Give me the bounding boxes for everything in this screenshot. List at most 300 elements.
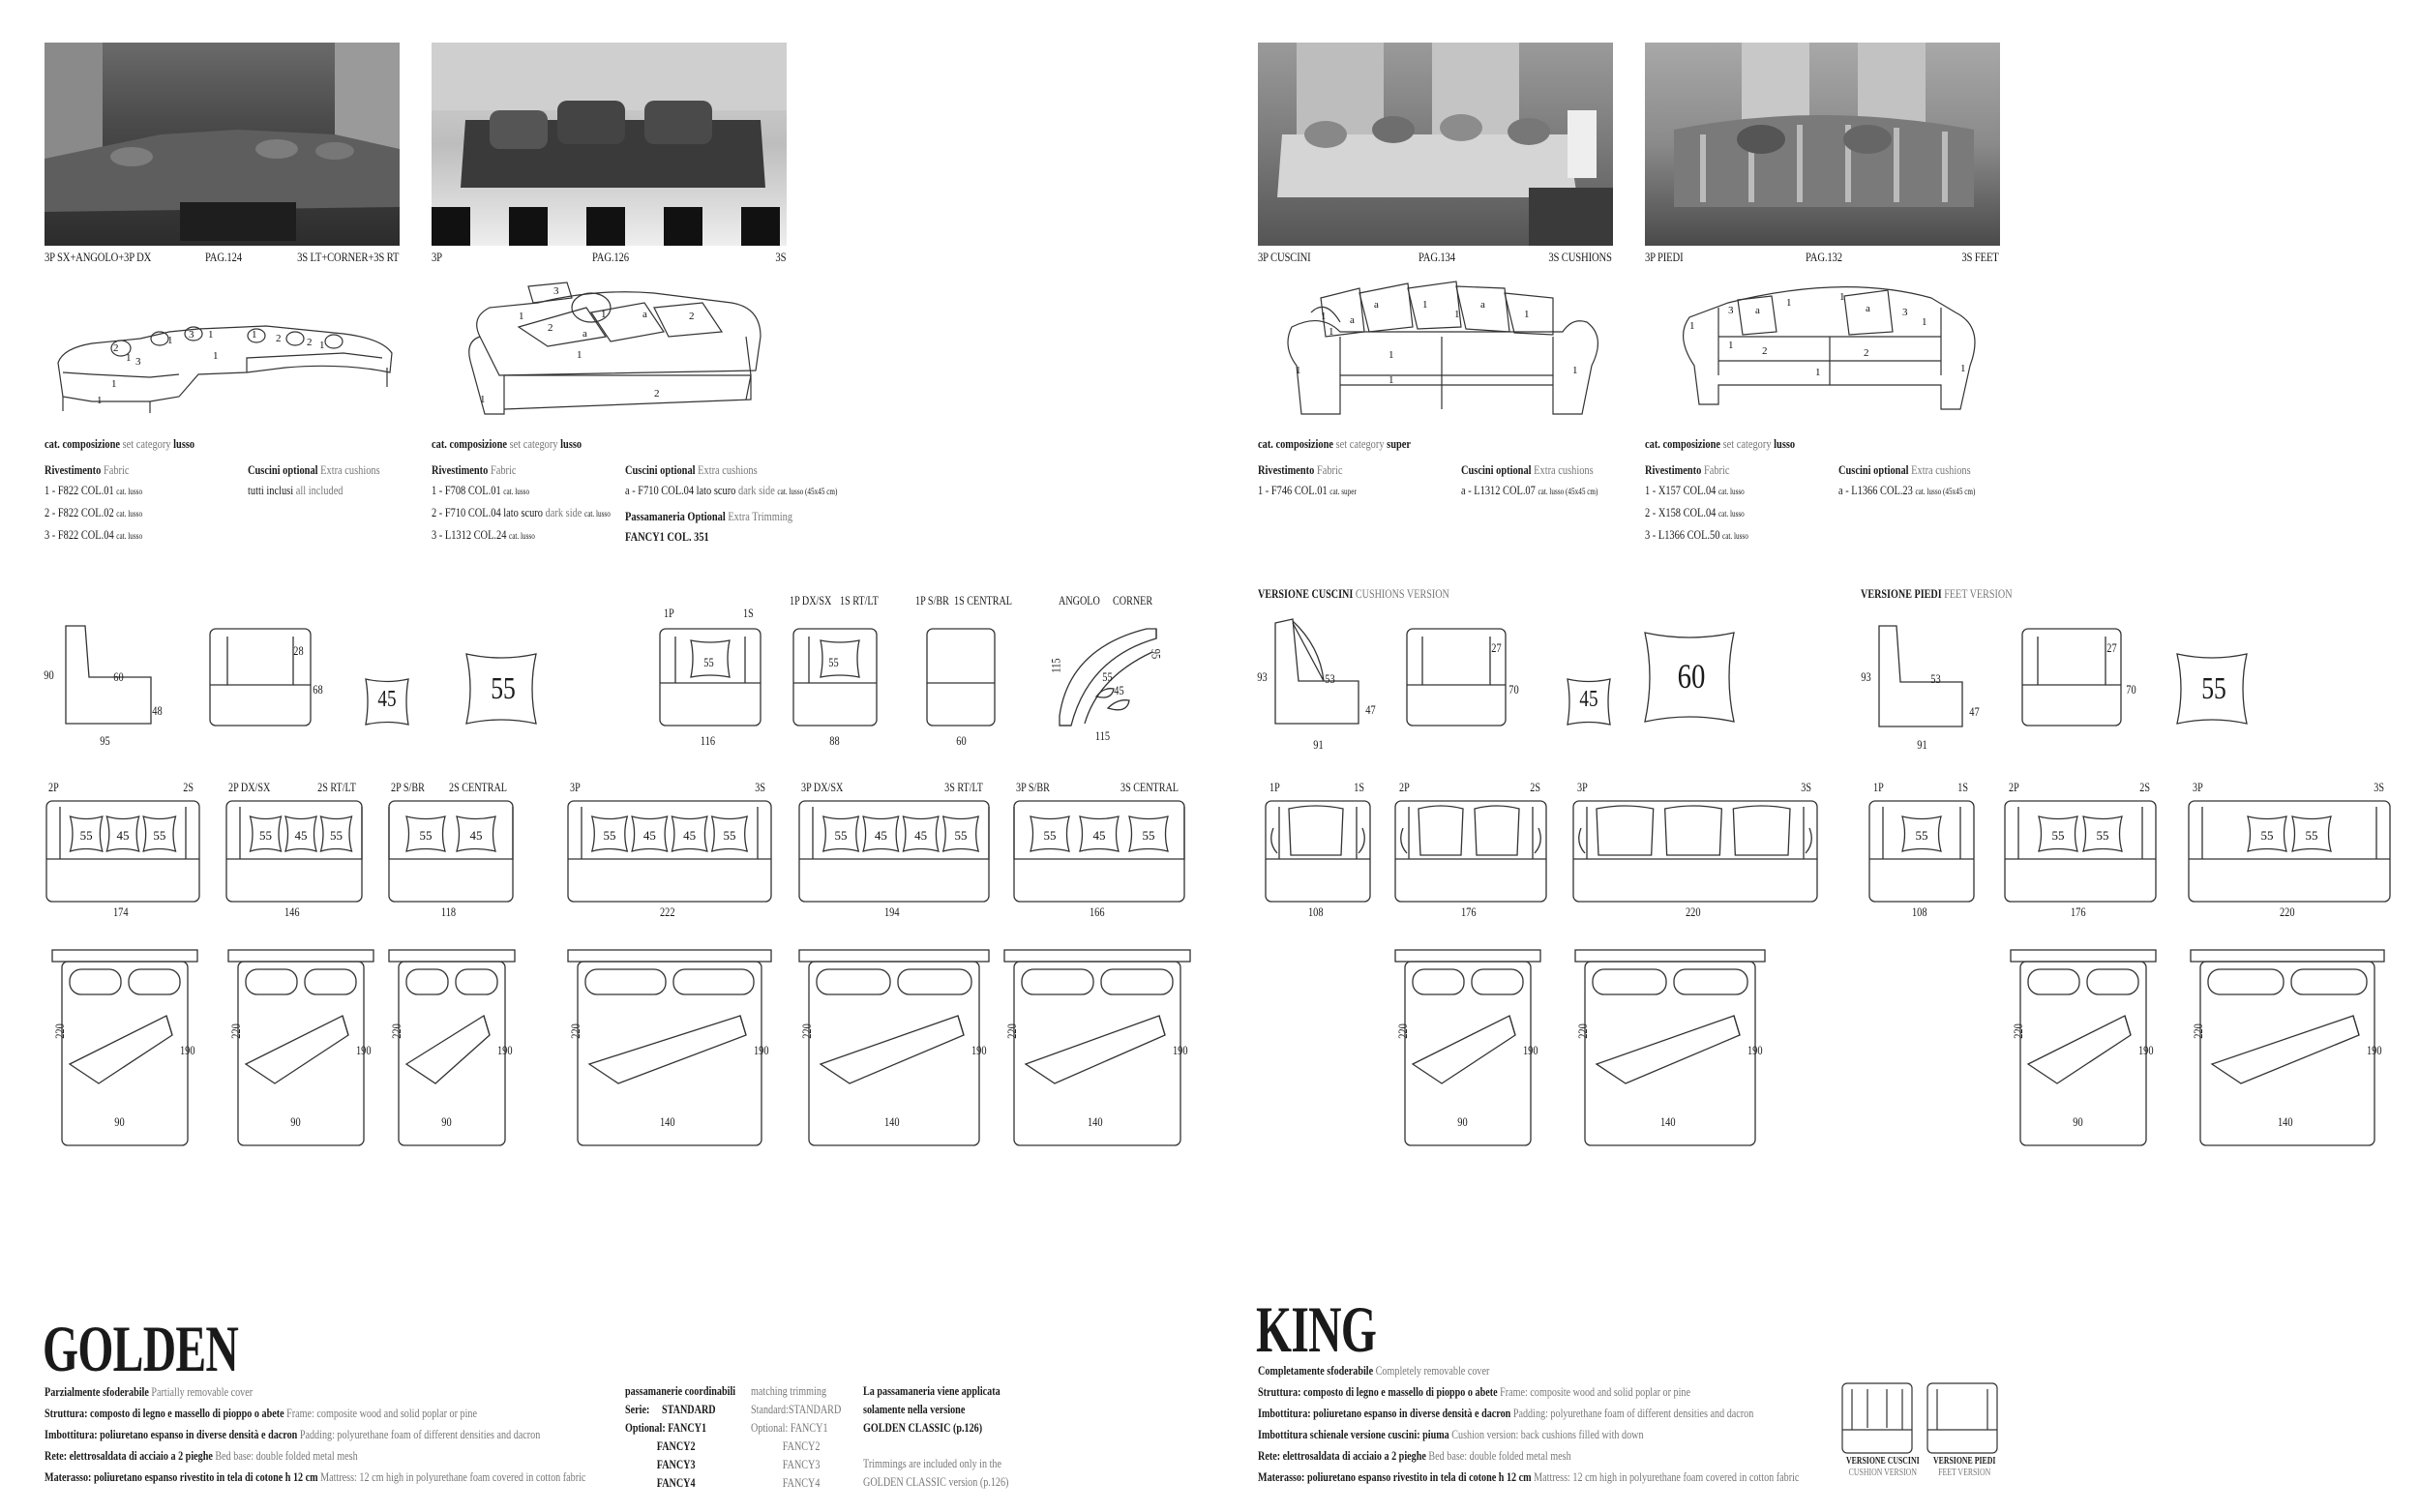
king-thumb-cushion-version — [1840, 1381, 1914, 1455]
king-feet-sofa-2-left-label: 2P — [2009, 780, 2019, 794]
golden-trim-title-en: matching trimming — [751, 1383, 827, 1398]
king-thumb2-en: FEET VERSION — [1938, 1468, 1991, 1478]
caption-king-photo2-page: PAG.132 — [1806, 250, 1842, 264]
svg-text:1: 1 — [1960, 363, 1966, 374]
golden-sofa-2 — [224, 799, 364, 905]
caption-golden-photo1-right: 3S LT+CORNER+3S RT — [296, 250, 399, 264]
golden-sofa-4-cushion-4-size: 55 — [723, 828, 736, 843]
king-footer-line4-it: Imbottitura schienale versione cuscini: piuma — [1258, 1427, 1449, 1441]
king-comp2-category-val: lusso — [1774, 436, 1796, 451]
golden-bed-2-mattress: 190 — [355, 1043, 372, 1057]
golden-module1-left-label: 1P — [664, 606, 674, 620]
golden-sofa-4-right-label: 3S — [755, 780, 765, 794]
golden-sofa-5-cushion-4-size: 55 — [954, 828, 968, 843]
king-cushions-arm: 47 — [1365, 702, 1376, 717]
caption-golden-photo1-page: PAG.124 — [205, 250, 242, 264]
king-feet-version-title-en: FEET VERSION — [1944, 586, 2013, 601]
svg-text:a: a — [582, 328, 587, 340]
caption-golden-photo1-left: 3P SX+ANGOLO+3P DX — [45, 250, 152, 264]
king-comp2-fabric-1: 1 - X157 COL.04 — [1645, 483, 1717, 497]
caption-king-photo2-left: 3P PIEDI — [1645, 250, 1684, 264]
king-thumb1-it: VERSIONE CUSCINI — [1846, 1456, 1920, 1467]
golden-comp2-extras — [625, 460, 837, 547]
golden-corner-side-c: 95 — [1149, 648, 1164, 660]
king-cushions-sofa-3-right-label: 3S — [1801, 780, 1811, 794]
golden-sofa-6-width: 166 — [1089, 904, 1105, 919]
svg-text:3: 3 — [553, 285, 559, 297]
king-thumb-cushion-caption — [1846, 1456, 1920, 1479]
caption-king-photo1-page: PAG.134 — [1419, 250, 1455, 264]
golden-comp2-cushion-cat: cat. lusso (45x45 cm) — [777, 487, 838, 496]
golden-comp2-cushion-en: Extra cushions — [698, 462, 758, 477]
king-bed-2-mattress: 190 — [1747, 1043, 1763, 1057]
golden-footer-line4-it: Rete: elettrosaldata di acciaio a 2 pieghe — [45, 1448, 213, 1463]
king-comp2-category: cat. composizione — [1645, 436, 1720, 451]
king-feet-front-height: 70 — [2126, 682, 2136, 697]
king-bed-1-length: 220 — [1394, 1023, 1410, 1039]
svg-text:1: 1 — [1524, 309, 1530, 320]
king-bed-1-width: 90 — [1457, 1114, 1468, 1129]
svg-text:a: a — [1374, 299, 1379, 311]
svg-text:1: 1 — [480, 394, 486, 405]
golden-comp1-fabric-2-cat: cat. lusso — [116, 509, 143, 519]
king-footer-line5-en: Bed base: double folded metal mesh — [1428, 1448, 1571, 1463]
king-feet-sofa-3-left-label: 3P — [2193, 780, 2203, 794]
golden-sofa-2-cushion-2-size: 45 — [294, 828, 308, 843]
golden-comp2-trim-val: FANCY1 COL. 351 — [625, 529, 709, 544]
svg-text:1: 1 — [252, 329, 257, 341]
golden-trimming-it — [625, 1381, 735, 1492]
king-thumb-feet-version — [1926, 1381, 1999, 1455]
svg-text:1: 1 — [1922, 316, 1927, 328]
king-bed-3-length: 220 — [2010, 1023, 2025, 1039]
king-cushions-depth: 91 — [1313, 737, 1324, 752]
king-comp2-cushion-line: a - L1366 COL.23 — [1838, 483, 1913, 497]
golden-comp1-category-val: lusso — [173, 436, 195, 451]
king-comp1-category-en: set category — [1335, 436, 1385, 451]
golden-sofa-2-left-label: 2P DX/SX — [228, 780, 271, 794]
photo-king-feet-sofa — [1645, 43, 2000, 246]
king-comp1-cushion-title: Cuscini optional — [1461, 462, 1532, 477]
golden-trim-serie-en: Standard: — [751, 1402, 789, 1416]
golden-sofa-6-right-label: 3S CENTRAL — [1120, 780, 1179, 794]
golden-footer-line1-en: Partially removable cover — [151, 1384, 254, 1399]
golden-module1-cushion: 55 — [703, 655, 714, 669]
photo-king-cushions-sofa — [1258, 43, 1613, 246]
king-feet-version-title — [1861, 586, 2013, 602]
king-bed-2-length: 220 — [1574, 1023, 1590, 1039]
golden-comp2-category: cat. composizione — [432, 436, 507, 451]
golden-bed-6-length: 220 — [1003, 1023, 1019, 1039]
golden-bed-4-mattress: 190 — [753, 1043, 769, 1057]
golden-comp1-cushions — [248, 460, 380, 500]
svg-text:1: 1 — [1728, 340, 1734, 351]
svg-text:1: 1 — [208, 329, 214, 341]
king-feet-sofa-2-right-label: 2S — [2139, 780, 2150, 794]
golden-sofa-3-cushion-2-size: 45 — [469, 828, 483, 843]
king-cushions-sofa-3-width: 220 — [1685, 904, 1701, 919]
svg-text:1: 1 — [1321, 311, 1327, 322]
golden-armchair-height: 90 — [44, 667, 54, 682]
golden-sofa-5-left-label: 3P DX/SX — [801, 780, 844, 794]
golden-footer-line5-en: Mattress: 12 cm high in polyurethane foam covered in cotton fabric — [320, 1469, 586, 1484]
golden-trim-en-fancy4: FANCY4 — [782, 1475, 821, 1490]
golden-module3-right-label: 1S CENTRAL — [954, 593, 1012, 608]
golden-sofa-1-cushion-2-size: 45 — [116, 828, 130, 843]
golden-comp1-category-en: set category — [122, 436, 171, 451]
svg-text:1: 1 — [111, 378, 117, 390]
king-feet-sofa-2 — [2003, 799, 2158, 905]
golden-footer-line1-it: Parzialmente sfoderabile — [45, 1384, 149, 1399]
svg-text:1: 1 — [1454, 309, 1460, 320]
golden-footer-line2-en: Frame: composite wood and solid poplar or pine — [286, 1406, 477, 1420]
golden-trim-title-it: passamanerie coordinabili — [625, 1383, 736, 1398]
golden-trim-en-fancy3: FANCY3 — [782, 1457, 821, 1471]
svg-text:1: 1 — [1389, 349, 1394, 361]
golden-footer-specs — [45, 1381, 585, 1488]
golden-sofa-1 — [45, 799, 201, 905]
golden-bed-1-mattress: 190 — [179, 1043, 195, 1057]
golden-sofa-4-cushion-2-size: 45 — [642, 828, 656, 843]
golden-sofa-5-width: 194 — [883, 904, 900, 919]
golden-bed-2-length: 220 — [227, 1023, 243, 1039]
king-feet-seat: 53 — [1930, 671, 1941, 686]
golden-footer-line4-en: Bed base: double folded metal mesh — [215, 1448, 358, 1463]
golden-armchair-front — [208, 627, 314, 728]
golden-sofa-4 — [566, 799, 773, 905]
golden-comp2-fabric-1: 1 - F708 COL.01 — [432, 483, 501, 497]
king-thumb-feet-caption — [1933, 1456, 1995, 1479]
svg-text:1: 1 — [1329, 326, 1334, 338]
golden-corner-label-it: ANGOLO — [1059, 593, 1100, 608]
king-cushions-sofa-3-left-label: 3P — [1577, 780, 1588, 794]
golden-bed-3-length: 220 — [388, 1023, 403, 1039]
king-comp2-fabric-1-cat: cat. lusso — [1717, 487, 1745, 496]
caption-golden-photo2-left: 3P — [432, 250, 442, 264]
golden-comp2-category-en: set category — [509, 436, 558, 451]
king-comp2-fabric-2: 2 - X158 COL.04 — [1645, 505, 1717, 519]
golden-comp1-fabric-3: 3 - F822 COL.04 — [45, 527, 114, 542]
svg-text:2: 2 — [689, 311, 695, 322]
king-bed-4-mattress: 190 — [2366, 1043, 2382, 1057]
golden-sofa-3-width: 118 — [440, 904, 457, 919]
golden-comp2-fabric-2: 2 - F710 COL.04 lato scuro — [432, 505, 543, 519]
golden-sofa-2-cushion-1-size: 55 — [259, 828, 272, 843]
svg-text:1: 1 — [1839, 291, 1845, 303]
king-comp2-cushion-en: Extra cushions — [1911, 462, 1971, 477]
king-bed-3-mattress: 190 — [2137, 1043, 2154, 1057]
golden-sofa-2-right-label: 2S RT/LT — [317, 780, 356, 794]
king-feet-sofa-drawing — [1670, 279, 1989, 424]
golden-comp2-cushion-line-en: dark side — [737, 483, 775, 497]
king-footer-line3-en: Padding: polyurethane foam of different densities and dacron — [1512, 1406, 1754, 1420]
svg-text:3: 3 — [189, 329, 194, 341]
golden-trim-fancy4: FANCY4 — [656, 1475, 696, 1490]
golden-sofa-3 — [387, 799, 515, 905]
golden-trim-optional-en: Optional: — [751, 1420, 789, 1435]
golden-comp1-cushion-en-line: all included — [295, 483, 343, 497]
king-feet-cushion-55-label: 55 — [2201, 670, 2226, 705]
golden-comp2-cushion-line: a - F710 COL.04 lato scuro — [625, 483, 736, 497]
golden-brand-title: GOLDEN — [43, 1312, 239, 1385]
king-feet-height: 93 — [1861, 669, 1871, 684]
king-comp1-cushions — [1461, 460, 1598, 502]
caption-king-photo1-left: 3P CUSCINI — [1258, 250, 1311, 264]
king-bed-2-width: 140 — [1659, 1114, 1676, 1129]
king-comp1-fabric-en: Fabric — [1316, 462, 1343, 477]
king-comp2-category-en: set category — [1722, 436, 1772, 451]
king-comp1-fabric-1: 1 - F746 COL.01 — [1258, 483, 1328, 497]
king-footer-line5-it: Rete: elettrosaldata di acciaio a 2 pieghe — [1258, 1448, 1426, 1463]
golden-sofa-3-right-label: 2S CENTRAL — [449, 780, 507, 794]
golden-module2-right-label: 1S RT/LT — [840, 593, 879, 608]
king-cushions-sofa-2 — [1393, 799, 1548, 905]
svg-text:1: 1 — [1389, 374, 1394, 386]
golden-note-it3: GOLDEN CLASSIC (p.126) — [863, 1420, 983, 1435]
king-feet-sofa-1 — [1867, 799, 1976, 905]
golden-sofa-4-width: 222 — [659, 904, 675, 919]
king-footer-line4-en: Cushion version: back cushions filled with down — [1451, 1427, 1644, 1441]
golden-sofa-5-cushion-3-size: 45 — [914, 828, 928, 843]
king-comp2-fabric-3: 3 - L1366 COL.50 — [1645, 527, 1720, 542]
golden-corner-cushion1: 55 — [1102, 669, 1113, 684]
golden-sofa-2-cushion-3-size: 55 — [330, 828, 343, 843]
golden-note-it2: solamente nella versione — [863, 1402, 966, 1416]
golden-comp2-fabric-title: Rivestimento — [432, 462, 489, 477]
golden-armchair-profile — [58, 624, 164, 730]
golden-module3-width: 60 — [956, 733, 967, 748]
golden-cushion-45-label: 45 — [377, 687, 397, 712]
king-footer-line6-en: Mattress: 12 cm high in polyurethane foam covered in cotton fabric — [1534, 1469, 1800, 1484]
svg-text:a: a — [1755, 305, 1760, 316]
svg-text:1: 1 — [319, 340, 325, 351]
king-feet-sofa-2-width: 176 — [2070, 904, 2086, 919]
caption-golden-photo2-page: PAG.126 — [592, 250, 629, 264]
king-cushions-sofa-drawing — [1282, 279, 1601, 424]
svg-text:3: 3 — [135, 356, 141, 368]
king-thumb1-en: CUSHION VERSION — [1848, 1468, 1917, 1478]
golden-bed-5-width: 140 — [883, 1114, 900, 1129]
golden-comp1-cushion-en: Extra cushions — [320, 462, 380, 477]
golden-comp1-category: cat. composizione — [45, 436, 120, 451]
king-cushions-sofa-1 — [1264, 799, 1372, 905]
svg-text:1: 1 — [1786, 297, 1792, 309]
golden-sofa-4-cushion-1-size: 55 — [603, 828, 616, 843]
golden-trim-fancy2: FANCY2 — [656, 1438, 696, 1453]
golden-cushion-55-label: 55 — [491, 670, 516, 705]
svg-text:a: a — [642, 309, 647, 320]
golden-comp2-fabric-1-cat: cat. lusso — [503, 487, 530, 496]
king-bed-1 — [1393, 948, 1542, 1151]
king-cushions-sofa-1-width: 108 — [1307, 904, 1324, 919]
king-footer-line1-it: Completamente sfoderabile — [1258, 1363, 1374, 1378]
king-cushions-front-height: 70 — [1508, 682, 1519, 697]
golden-comp2-fabric-2-cat: cat. lusso — [584, 509, 611, 519]
golden-comp2-category-val: lusso — [560, 436, 582, 451]
king-cushions-sofa-1-right-label: 1S — [1354, 780, 1364, 794]
king-comp1-fabric-1-cat: cat. super — [1329, 487, 1357, 496]
svg-text:2: 2 — [654, 388, 660, 400]
svg-text:1: 1 — [1422, 299, 1428, 311]
golden-comp2-specs — [432, 433, 611, 547]
svg-text:1: 1 — [97, 395, 103, 406]
king-comp2-fabric-en: Fabric — [1703, 462, 1730, 477]
king-bed-4-length: 220 — [2190, 1023, 2205, 1039]
king-cushions-seat: 53 — [1325, 671, 1335, 686]
golden-trim-en-fancy2: FANCY2 — [782, 1438, 821, 1453]
golden-bed-2-width: 90 — [290, 1114, 301, 1129]
king-comp1-specs — [1258, 433, 1411, 502]
king-comp2-fabric-2-cat: cat. lusso — [1717, 509, 1745, 519]
king-comp1-cushion-line: a - L1312 COL.07 — [1461, 483, 1536, 497]
golden-sofa-6-left-label: 3P S/BR — [1016, 780, 1050, 794]
king-feet-sofa-1-cushion-1-size: 55 — [1915, 828, 1928, 843]
svg-text:2: 2 — [307, 337, 313, 348]
golden-module2-width: 88 — [829, 733, 840, 748]
golden-comp2-fabric-3: 3 - L1312 COL.24 — [432, 527, 507, 542]
caption-king-photo2-right: 3S FEET — [1961, 250, 1999, 264]
golden-trimming-en — [751, 1381, 841, 1492]
golden-bed-4-length: 220 — [567, 1023, 582, 1039]
golden-note-en2: GOLDEN CLASSIC version (p.126) — [863, 1474, 1009, 1489]
caption-golden-photo2-right: 3S — [775, 250, 786, 264]
svg-text:3: 3 — [1902, 307, 1908, 318]
king-cushions-version-title-en: CUSHIONS VERSION — [1355, 586, 1449, 601]
golden-trim-fancy3: FANCY3 — [656, 1457, 696, 1471]
king-cushions-sofa-2-left-label: 2P — [1399, 780, 1410, 794]
golden-armchair-arm-width: 28 — [293, 643, 304, 658]
king-brand-title: KING — [1256, 1292, 1377, 1366]
king-bed-3 — [2009, 948, 2158, 1151]
golden-sofa-1-width: 174 — [112, 904, 129, 919]
king-footer-line3-it: Imbottitura: poliuretano espanso in diverse densità e dacron — [1258, 1406, 1511, 1420]
king-feet-sofa-3-cushion-2-size: 55 — [2305, 828, 2318, 843]
king-comp1-fabric-title: Rivestimento — [1258, 462, 1315, 477]
golden-comp2-cushion-title: Cuscini optional — [625, 462, 696, 477]
golden-bed-6-width: 140 — [1087, 1114, 1103, 1129]
golden-note-it1: La passamaneria viene applicata — [863, 1383, 1000, 1398]
golden-footer-line2-it: Struttura: composto di legno e massello di pioppo o abete — [45, 1406, 284, 1420]
king-feet-sofa-2-cushion-1-size: 55 — [2051, 828, 2065, 843]
golden-bed-6-mattress: 190 — [1172, 1043, 1188, 1057]
king-cushions-height: 93 — [1257, 669, 1268, 684]
king-bed-1-mattress: 190 — [1522, 1043, 1538, 1057]
king-cushions-sofa-1-left-label: 1P — [1269, 780, 1280, 794]
king-feet-sofa-3-width: 220 — [2279, 904, 2295, 919]
golden-sofa-1-left-label: 2P — [48, 780, 59, 794]
svg-text:1: 1 — [167, 335, 173, 346]
svg-text:1: 1 — [601, 309, 607, 320]
king-feet-sofa-3-right-label: 3S — [2374, 780, 2384, 794]
golden-bed-4-width: 140 — [659, 1114, 675, 1129]
golden-trim-en-fancy1: FANCY1 — [790, 1420, 828, 1435]
golden-comp1-fabric-2: 2 - F822 COL.02 — [45, 505, 114, 519]
king-comp1-category: cat. composizione — [1258, 436, 1333, 451]
golden-corner-sofa-photo-art — [45, 43, 400, 246]
golden-sofa-6-cushion-3-size: 55 — [1142, 828, 1155, 843]
photo-golden-3p-sofa — [432, 43, 787, 246]
king-footer-specs — [1258, 1360, 1799, 1488]
king-feet-sofa-1-right-label: 1S — [1957, 780, 1968, 794]
golden-sofa-4-left-label: 3P — [570, 780, 581, 794]
golden-armchair-front-height: 68 — [313, 682, 323, 697]
golden-comp2-trim-en: Extra Trimming — [728, 509, 793, 523]
king-feet-depth: 91 — [1917, 737, 1927, 752]
golden-module3-left-label: 1P S/BR — [915, 593, 949, 608]
golden-corner-sofa-drawing — [53, 305, 402, 421]
king-footer-line2-en: Frame: composite wood and solid poplar or pine — [1500, 1384, 1690, 1399]
king-feet-sofa-3 — [2187, 799, 2392, 905]
golden-module1-width: 116 — [700, 733, 716, 748]
golden-sofa-4-cushion-3-size: 45 — [683, 828, 697, 843]
king-footer-line2-it: Struttura: composto di legno e massello di pioppo o abete — [1258, 1384, 1498, 1399]
golden-bed-1-length: 220 — [51, 1023, 67, 1039]
golden-sofa-1-cushion-3-size: 55 — [153, 828, 166, 843]
king-comp1-category-val: super — [1387, 436, 1411, 451]
svg-text:3: 3 — [1728, 305, 1734, 316]
svg-text:2: 2 — [276, 333, 282, 344]
photo-golden-corner-sofa — [45, 43, 400, 246]
king-comp1-cushion-cat: cat. lusso (45x45 cm) — [1538, 487, 1598, 496]
king-comp1-cushion-en: Extra cushions — [1534, 462, 1594, 477]
king-cushions-sofa-photo-art — [1258, 43, 1613, 246]
golden-sofa-5 — [797, 799, 991, 905]
golden-sofa-6-cushion-2-size: 45 — [1092, 828, 1106, 843]
svg-text:1: 1 — [1689, 320, 1695, 332]
golden-footer-line3-en: Padding: polyurethane foam of different densities and dacron — [299, 1427, 541, 1441]
svg-text:1: 1 — [1296, 365, 1301, 376]
golden-trim-serie-en-val: STANDARD — [788, 1402, 842, 1416]
golden-comp1-cushion-title: Cuscini optional — [248, 462, 318, 477]
king-comp2-cushion-title: Cuscini optional — [1838, 462, 1909, 477]
king-feet-sofa-1-left-label: 1P — [1873, 780, 1884, 794]
svg-text:a: a — [1866, 303, 1870, 314]
king-comp2-cushions — [1838, 460, 1975, 502]
king-cushion-60-label: 60 — [1677, 657, 1706, 696]
golden-armchair-arm: 48 — [152, 703, 163, 718]
golden-sofa-6 — [1012, 799, 1186, 905]
golden-comp1-cushion-it: tutti inclusi — [248, 483, 294, 497]
golden-trim-serie-val: STANDARD — [662, 1402, 716, 1416]
golden-sofa-6-cushion-1-size: 55 — [1043, 828, 1057, 843]
king-thumb2-it: VERSIONE PIEDI — [1933, 1456, 1996, 1467]
king-cushions-version-title — [1258, 586, 1449, 602]
king-comp2-fabric-title: Rivestimento — [1645, 462, 1702, 477]
king-feet-sofa-photo-art — [1645, 43, 2000, 246]
golden-corner-side-a: 115 — [1048, 658, 1063, 673]
golden-module2-left-label: 1P DX/SX — [790, 593, 832, 608]
king-cushions-sofa-3 — [1571, 799, 1819, 905]
golden-footer-line5-it: Materasso: poliuretano espanso rivestito in tela di cotone h 12 cm — [45, 1469, 318, 1484]
golden-module3 — [925, 627, 997, 728]
king-footer-line1-en: Completely removable cover — [1375, 1363, 1490, 1378]
golden-module2-cushion: 55 — [828, 655, 839, 669]
golden-sofa-1-cushion-1-size: 55 — [79, 828, 93, 843]
golden-trim-serie-it: Serie: — [625, 1402, 650, 1416]
golden-comp2-fabric-en: Fabric — [490, 462, 517, 477]
golden-comp1-specs — [45, 433, 194, 547]
king-cushions-version-title-it: VERSIONE CUSCINI — [1258, 586, 1354, 601]
king-feet-version-title-it: VERSIONE PIEDI — [1861, 586, 1942, 601]
golden-sofa-3-left-label: 2P S/BR — [391, 780, 425, 794]
king-feet-sofa-3-cushion-1-size: 55 — [2260, 828, 2274, 843]
golden-module1 — [658, 627, 762, 728]
golden-bed-5-mattress: 190 — [971, 1043, 987, 1057]
king-bed-3-width: 90 — [2073, 1114, 2083, 1129]
king-feet-sofa-2-cushion-2-size: 55 — [2096, 828, 2109, 843]
golden-3p-sofa-drawing — [461, 279, 780, 424]
golden-trim-optional-it: Optional: — [625, 1420, 666, 1435]
